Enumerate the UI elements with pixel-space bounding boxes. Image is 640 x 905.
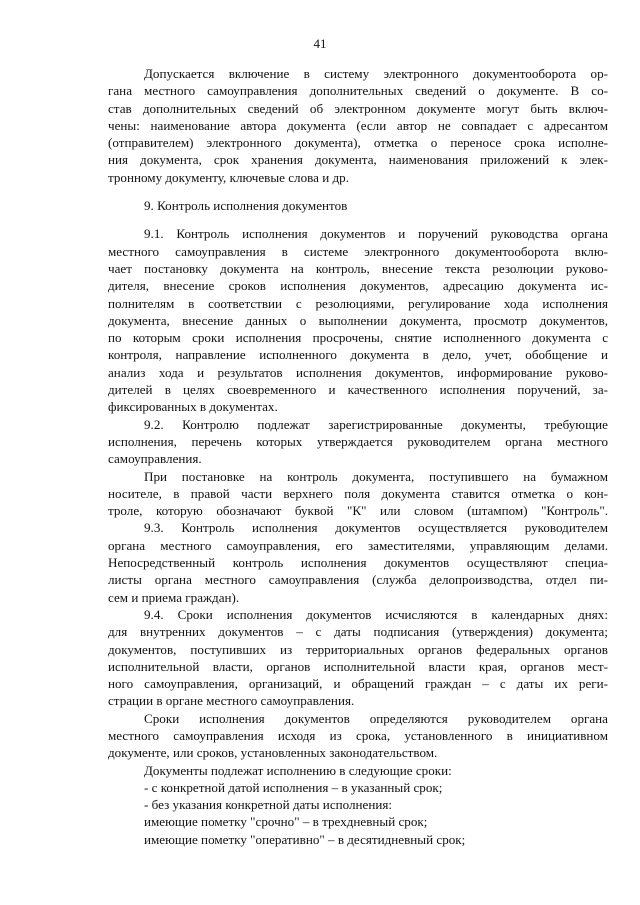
- paragraph-gap: [108, 214, 608, 225]
- text-line: имеющие пометку "оперативно" – в десятидневный срок;: [144, 831, 466, 847]
- text-line: дителей в целях своевременного и качественного исполнения поручений, за-: [108, 382, 608, 398]
- text-line: исполнительной власти, органов исполнительной власти края, органов мест-: [108, 658, 608, 674]
- text-line: документа, внесение данных о выполнении документа, просмотр документов,: [108, 312, 608, 328]
- section-heading: 9. Контроль исполнения документов: [144, 198, 348, 214]
- text-line: троле, которую обозначают буквой "К" или словом (штампом) "Контроль".: [108, 503, 608, 519]
- text-line: чены: наименование автора документа (если автор не совпадает с адресантом: [108, 117, 608, 133]
- text-line: (отправителем) электронного документа), отметка о переносе срока исполне-: [108, 135, 608, 151]
- text-line: 9.4. Сроки исполнения документов исчисляются в календарных днях:: [144, 606, 608, 622]
- text-line: листы органа местного самоуправления (служба делопроизводства, отдел пи-: [108, 572, 608, 588]
- text-line: для внутренних документов – с даты подписания (утверждения) документа;: [108, 624, 608, 640]
- text-line: фиксированных в документах.: [108, 399, 278, 415]
- text-line: При постановке на контроль документа, поступившего на бумажном: [144, 468, 608, 484]
- page-number: 41: [313, 36, 327, 51]
- text-line: - с конкретной датой исполнения – в указанный срок;: [144, 779, 443, 795]
- text-line: органа местного самоуправления, его заместителями, управляющим делами.: [108, 537, 608, 553]
- text-line: Непосредственный контроль исполнения документов осуществляют специа-: [108, 555, 608, 571]
- text-line: местного самоуправления в системе электронного документооборота вклю-: [108, 243, 608, 259]
- text-line: документов, поступивших из территориальных органов федеральных органов: [108, 641, 608, 657]
- text-line: полнителям в соответствии с резолюциями, регулирование хода исполнения: [108, 295, 608, 311]
- text-line: 9.2. Контролю подлежат зарегистрированные документы, требующие: [144, 416, 608, 432]
- text-line: став дополнительных сведений об электронном документе могут быть включ-: [108, 100, 608, 116]
- text-line: гана местного самоуправления дополнительных сведений о документе. В со-: [108, 83, 608, 99]
- text-line: Сроки исполнения документов определяются руководителем органа: [144, 710, 608, 726]
- text-line: Документы подлежат исполнению в следующие сроки:: [144, 762, 452, 778]
- text-line: исполнения, перечень которых утверждается руководителем органа местного: [108, 433, 608, 449]
- text-line: Допускается включение в систему электронного документооборота ор-: [144, 66, 608, 81]
- text-line: носителе, в правой части верхнего поля документа ставится отметка о кон-: [108, 485, 608, 501]
- text-line: сем и приема граждан).: [108, 589, 240, 605]
- text-line: дителя, внесение сроков исполнения документов, адресацию документа ис-: [108, 278, 608, 294]
- text-line: местного самоуправления исходя из срока, установленного в инициативном: [108, 727, 608, 743]
- text-line: тронному документу, ключевые слова и др.: [108, 169, 349, 185]
- text-line: самоуправления.: [108, 451, 202, 467]
- document-body: [108, 65, 608, 848]
- text-line: имеющие пометку "срочно" – в трехдневный срок;: [144, 814, 428, 830]
- text-line: - без указания конкретной даты исполнения:: [144, 797, 393, 813]
- text-line: чает постановку документа на контроль, внесение текста резолюции руково-: [108, 260, 608, 276]
- text-line: по которым сроки исполнения просрочены, снятие исполненного документа с: [108, 330, 608, 346]
- text-line: контроля, направление исполненного документа в дело, учет, обобщение и: [108, 347, 608, 363]
- paragraph-gap: [108, 186, 608, 197]
- text-line: анализ хода и результатов исполнения документов, информирование руково-: [108, 364, 608, 380]
- text-line: страции в органе местного самоуправления.: [108, 693, 355, 709]
- text-line: ния документа, срок хранения документа, наименования приложений к элек-: [108, 152, 608, 168]
- text-line: документе, или сроков, установленных законодательством.: [108, 745, 438, 761]
- text-line: ного самоуправления, организаций, и обращений граждан – с даты их реги-: [108, 676, 608, 692]
- text-line: 9.1. Контроль исполнения документов и поручений руководства органа: [144, 226, 608, 242]
- text-line: 9.3. Контроль исполнения документов осуществляется руководителем: [144, 520, 608, 536]
